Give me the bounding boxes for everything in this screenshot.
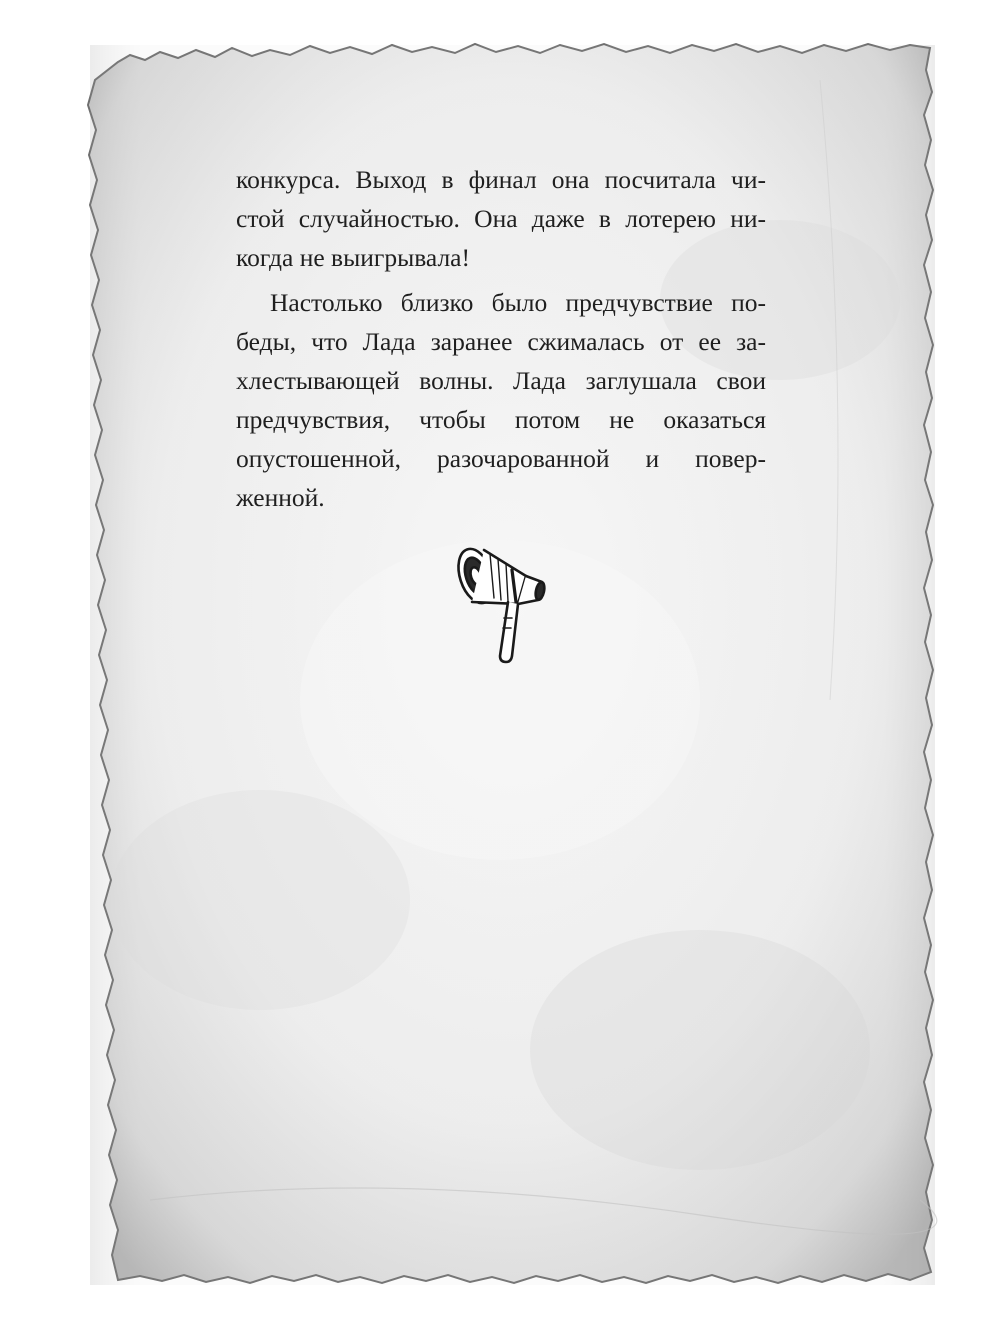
text-line: когда не выигрывала! (236, 243, 470, 272)
text-line: Настолько близко было предчувствие по- (270, 288, 766, 317)
text-line: стой случайностью. Она даже в лотерею ни- (236, 204, 766, 233)
megaphone-icon (446, 538, 556, 668)
text-line: конкурса. Выход в финал она посчитала чи- (236, 165, 766, 194)
text-line: женной. (236, 483, 325, 512)
text-line: хлестывающей волны. Лада заглушала свои (236, 366, 766, 395)
text-line: предчувствия, чтобы потом не оказаться (236, 405, 766, 434)
paragraph-2 (236, 283, 766, 517)
paragraph-1 (236, 160, 766, 277)
body-text (236, 160, 766, 517)
text-line: опустошенной, разочарованной и повер- (236, 444, 766, 473)
text-line: беды, что Лада заранее сжималась от ее за- (236, 327, 766, 356)
